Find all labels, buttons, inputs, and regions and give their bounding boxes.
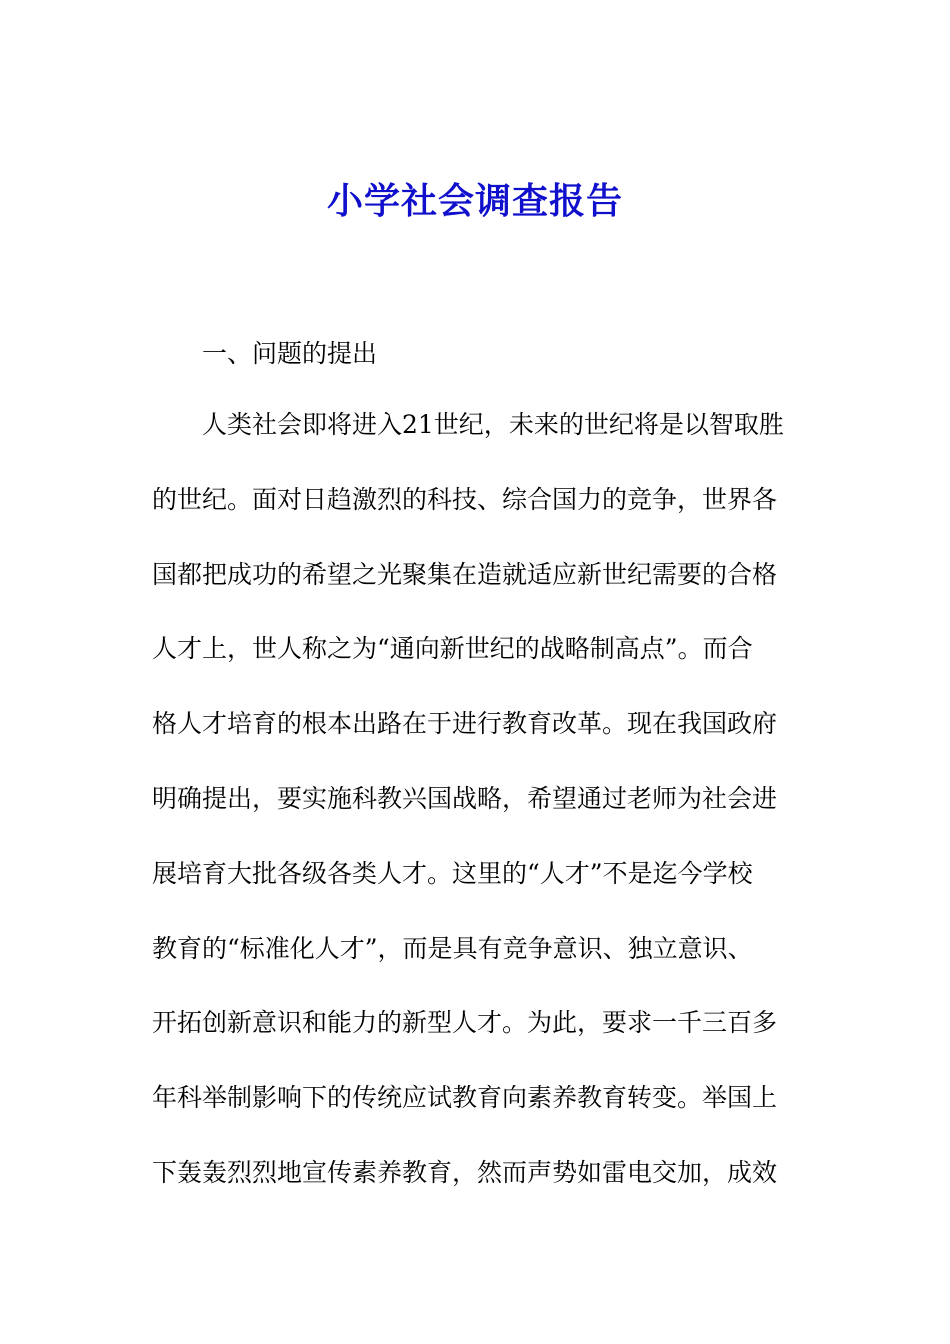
paragraph-line: 教育的“标准化人才”，而是具有竞争意识、独立意识、: [152, 934, 753, 963]
paragraph-line: 年科举制影响下的传统应试教育向素养教育转变。举国上: [152, 1083, 778, 1112]
paragraph-line: 人类社会即将进入21世纪，未来的世纪将是以智取胜: [202, 410, 784, 439]
paragraph-line: 下轰轰烈烈地宣传素养教育，然而声势如雷电交加，成效: [152, 1158, 778, 1187]
paragraph-line: 的世纪。面对日趋激烈的科技、综合国力的竞争，世界各: [152, 485, 778, 514]
paragraph-line: 展培育大批各级各类人才。这里的“人才”不是迄今学校: [152, 859, 753, 888]
paragraph-line: 人才上，世人称之为“通向新世纪的战略制高点”。而合: [152, 634, 753, 663]
paragraph-line: 格人才培育的根本出路在于进行教育改革。现在我国政府: [152, 709, 778, 738]
paragraph-line: 开拓创新意识和能力的新型人才。为此，要求一千三百多: [152, 1008, 778, 1037]
paragraph-line: 国都把成功的希望之光聚集在造就适应新世纪需要的合格: [152, 560, 778, 589]
section-heading: 一、问题的提出: [202, 339, 378, 368]
paragraph-line: 明确提出，要实施科教兴国战略，希望通过老师为社会进: [152, 784, 778, 813]
document-title: 小学社会调查报告: [326, 181, 623, 222]
